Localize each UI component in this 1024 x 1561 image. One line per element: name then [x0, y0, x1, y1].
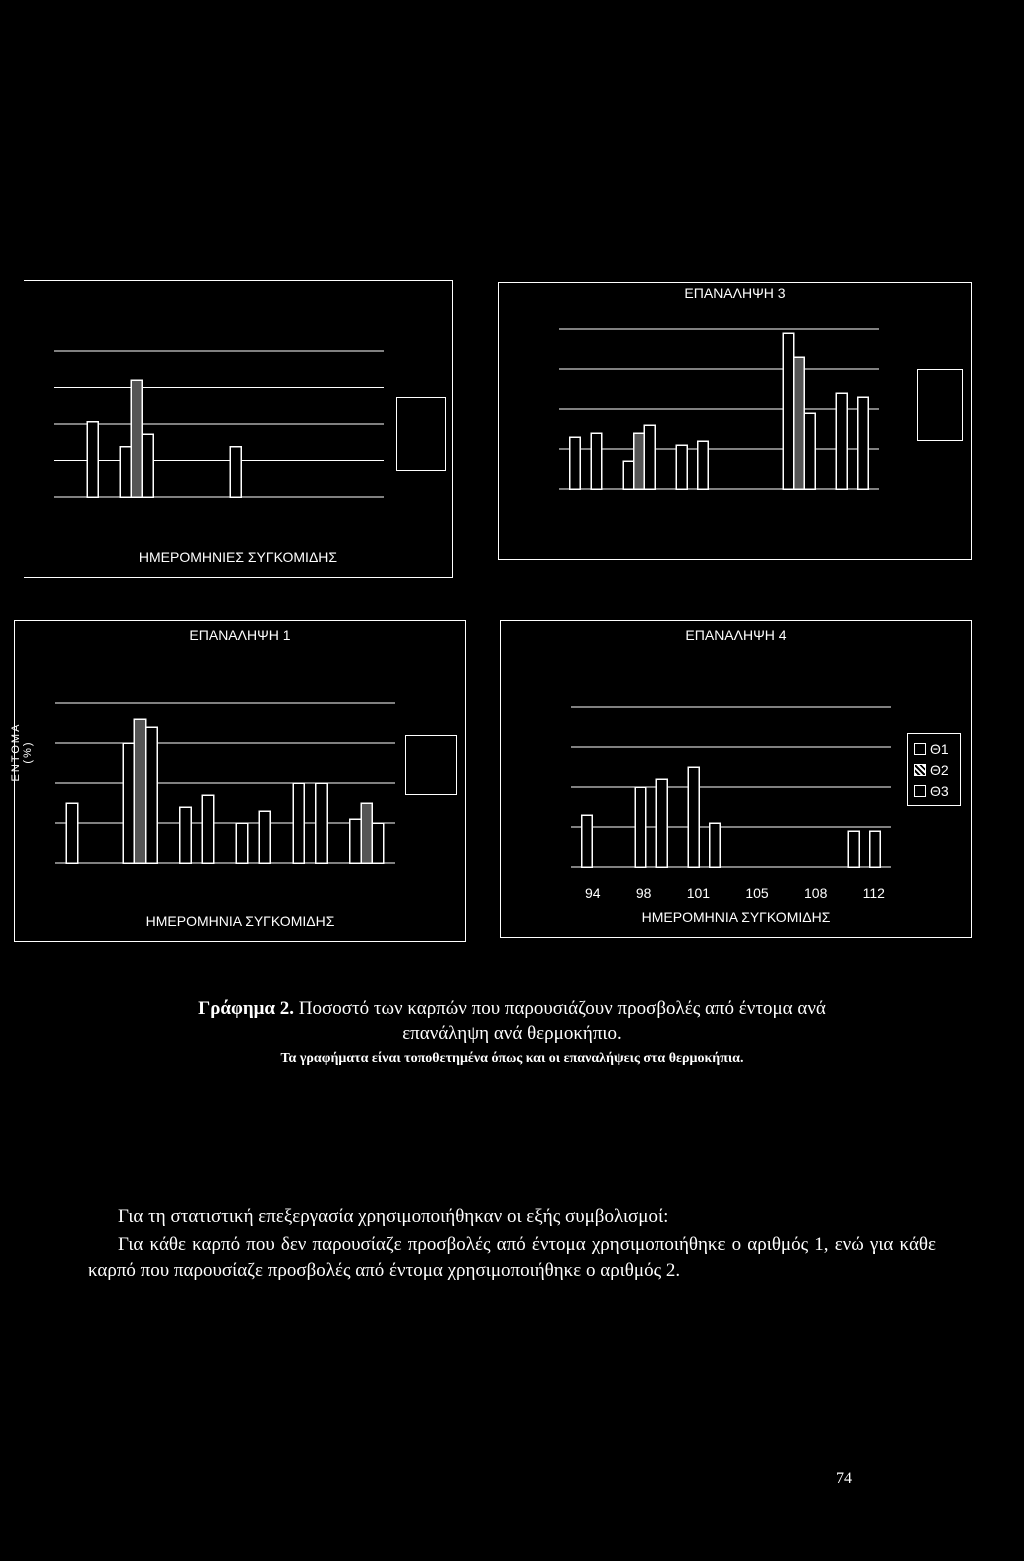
legend	[907, 733, 961, 806]
chart-title-2: ΕΠΑΝΑΛΗΨΗ 1	[189, 627, 291, 643]
bar-Θ1-112	[848, 831, 859, 867]
legend-label: Θ2	[930, 761, 949, 778]
bar-Θ3-98	[146, 727, 157, 863]
chart-panel-top-left	[24, 280, 453, 578]
page-number: 74	[836, 1470, 852, 1487]
x-tick-label: 108	[804, 885, 828, 901]
bar-Θ2-108	[794, 357, 805, 489]
x-axis-label-0: ΗΜΕΡΟΜΗΝΙΕΣ ΣΥΓΚΟΜΙΔΗΣ	[138, 549, 338, 565]
bar-Θ2-98	[134, 719, 145, 863]
legend-item	[914, 780, 954, 801]
bar-Θ3-101	[698, 441, 709, 489]
legend-placeholder-1	[917, 369, 963, 441]
chart-panel-top-right	[498, 282, 972, 560]
bar-Θ1-101	[688, 767, 699, 867]
x-tick-labels-3	[585, 885, 885, 901]
caption-text: Ποσοστό των καρπών που παρουσιάζουν προσβολές από έντομα ανά	[298, 998, 826, 1019]
caption-line-3: Τα γραφήματα είναι τοποθετημένα όπως και οι επαναλήψεις στα θερμοκήπια.	[280, 1051, 744, 1066]
chart-svg-1	[499, 307, 971, 527]
chart-svg-2	[15, 651, 465, 891]
chart-panel-bottom-right	[500, 620, 972, 938]
bar-Θ1-98	[120, 447, 131, 497]
bar-Θ1-112	[836, 393, 847, 489]
bar-Θ1-94	[582, 815, 593, 867]
bar-Θ1-108	[293, 783, 304, 863]
bar-Θ1-101	[676, 445, 687, 489]
figure-caption	[0, 996, 1024, 1071]
bar-Θ3-98	[644, 425, 655, 489]
bar-Θ3-108	[804, 413, 815, 489]
bar-Θ1-94	[570, 437, 581, 489]
bar-Θ1-98	[635, 787, 646, 867]
legend-item	[914, 738, 954, 759]
bar-Θ3-108	[316, 783, 327, 863]
bar-Θ1-105	[230, 447, 241, 497]
legend-placeholder-0	[396, 397, 446, 471]
x-tick-label: 98	[635, 885, 652, 901]
legend-swatch-icon	[914, 743, 926, 755]
bar-Θ1-98	[623, 461, 634, 489]
bar-Θ3-105	[259, 811, 270, 863]
legend-label: Θ3	[930, 782, 949, 799]
x-axis-label-3: ΗΜΕΡΟΜΗΝΙΑ ΣΥΓΚΟΜΙΔΗΣ	[641, 909, 831, 925]
body-intro: Για τη στατιστική επεξεργασία χρησιμοποιήθηκαν οι εξής συμβολισμοί:	[118, 1206, 669, 1227]
bar-Θ2-98	[634, 433, 645, 489]
y-axis-label: ΕΝΤΟΜΑ (%)	[10, 722, 34, 782]
body-paragraph: Για κάθε καρπό που δεν παρουσίαζε προσβολές από έντομα χρησιμοποιήθηκε ο αριθμός 1, ενώ για κάθε καρπό που παρουσίαζε προσβολές από έντομα χρησιμοποιήθηκε ο αριθμός 2.	[88, 1234, 936, 1281]
chart-svg-0	[24, 311, 452, 541]
legend-label: Θ1	[930, 740, 949, 757]
bar-Θ1-108	[783, 333, 794, 489]
bar-Θ3-94	[591, 433, 602, 489]
bar-Θ3-98	[656, 779, 667, 867]
bar-Θ1-98	[123, 743, 134, 863]
bar-Θ3-94	[87, 422, 98, 497]
chart-title-1: ΕΠΑΝΑΛΗΨΗ 3	[684, 285, 786, 301]
bar-Θ2-112	[361, 803, 372, 863]
chart-title-3: ΕΠΑΝΑΛΗΨΗ 4	[685, 627, 787, 643]
chart-svg-3	[501, 651, 971, 901]
caption-line-2: επανάληψη ανά θερμοκήπιο.	[402, 1023, 622, 1044]
x-axis-label-2: ΗΜΕΡΟΜΗΝΙΑ ΣΥΓΚΟΜΙΔΗΣ	[145, 913, 335, 929]
x-tick-label: 101	[686, 885, 711, 901]
bar-Θ1-94	[66, 803, 77, 863]
chart-panel-bottom-left	[14, 620, 466, 942]
caption-line-1	[0, 996, 1024, 1021]
legend-swatch-icon	[914, 785, 926, 797]
x-tick-label: 94	[585, 885, 601, 901]
bar-Θ1-101	[180, 807, 191, 863]
legend-item	[914, 759, 954, 780]
bar-Θ1-105	[236, 823, 247, 863]
bar-Θ3-101	[710, 823, 721, 867]
bar-Θ3-112	[870, 831, 881, 867]
bar-Θ3-112	[372, 823, 383, 863]
bar-Θ1-112	[350, 819, 361, 863]
bar-Θ3-98	[142, 434, 153, 497]
bar-Θ2-98	[131, 380, 142, 497]
legend-swatch-icon	[914, 764, 926, 776]
x-tick-label: 112	[862, 885, 885, 901]
bar-Θ3-112	[858, 397, 869, 489]
legend-placeholder-2	[405, 735, 457, 795]
caption-label: Γράφημα 2.	[198, 998, 295, 1019]
bar-Θ3-101	[202, 795, 213, 863]
x-tick-label: 105	[745, 885, 769, 901]
